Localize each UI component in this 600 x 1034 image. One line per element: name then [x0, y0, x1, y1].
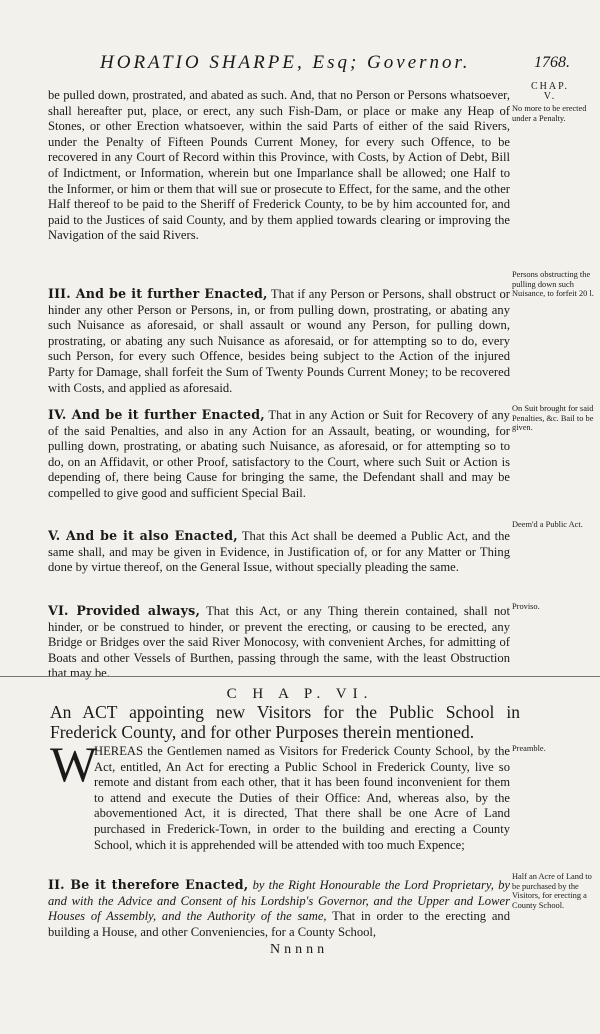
preamble-text: HEREAS the Gentlemen named as Visitors for Frederick County School, by the Act, entitled, An Act for erecting a Public School in Frederick County, live so remote and distant from each other, that it has been found inconvenient for them to attend and execute the Duties of their Office: And, whereas also, by the abovementioned Act, it is directed, That there shall be one Acre of Land purchased in Frederick-Town, in order to the building and erecting a County School, which it is apprehended will be attended with too much Expence; — [94, 744, 510, 852]
margin-note-proviso: Proviso. — [512, 602, 540, 611]
signature-mark: Nnnnn — [270, 942, 329, 957]
section-v-text: That this Act shall be deemed a Public Act, and the same shall, and may be given in Evidence, in Justification of, or for any Matter or Thing done by virtue thereof, on the General Issue, without specially pleading the same. — [48, 529, 510, 575]
chapter-divider — [0, 676, 600, 677]
margin-note-no-more: No more to be erected under a Penalty. — [512, 104, 587, 123]
section-vi — [48, 603, 510, 682]
section-iv-lead: IV. And be it further Enacted, — [48, 407, 265, 422]
section-iii-text: That if any Person or Persons, shall obstruct or hinder any other Person or Persons, in, or from pulling down, prostrating, or abating any such Nuisance as aforesaid, or shall assault or wound any Person, for pulling down, prostrating, or abating any such Nuisance as aforesaid, or for attempting so to do, every such Person, for every such Offence, besides being subject to the Action of the injured Party for Damage, shall forfeit the Sum of Twenty Pounds Current Money; to be recovered with Costs, and applied as aforesaid. — [48, 287, 510, 395]
section-iii-lead: III. And be it further Enacted, — [48, 286, 268, 301]
chapter-vi-title-text: An ACT appointing new Visitors for the Public School in Frederick County, and for other Purposes therein mentioned. — [50, 702, 520, 742]
margin-note-preamble: Preamble. — [512, 744, 546, 753]
header-year: 1768. — [534, 54, 570, 71]
chapter-vi-section-ii — [48, 877, 510, 940]
drop-cap: W — [50, 736, 98, 792]
header-title: HORATIO SHARPE, Esq; Governor. — [100, 52, 471, 73]
section-v-lead: V. And be it also Enacted, — [48, 528, 238, 543]
section-v — [48, 528, 510, 576]
chapter-vi-section-ii-text: That in order to the erecting and building a House, and other Conveniencies, for a County School, — [48, 909, 510, 939]
section-iv — [48, 407, 510, 502]
paragraph-1-text: be pulled down, prostrated, and abated as such. And, that no Person or Persons whatsoever, shall hereafter put, place, or erect, any such Fish-Dam, or place or make any Heap of Stones, or other Erection whatsoever, within the said Parts of either of the said Rivers, under the Penalty of Fifteen Pounds Current Money, for every such Offence, to be recovered in any Court of Record within this Province, with Costs, by Action of Debt, Bill of Indictment, or Information, wherein but one Imparlance shall be allowed; one Half to the Informer, or him or them that will sue or prosecute to Effect, for the same, and the other Half thereof to be paid to the Sheriff of Frederick County, to be by him accounted for, and paid to the Justices of said County, and by them applied towards clearing or improving the Navigation of the said Rivers. — [48, 88, 510, 243]
chapter-vi-heading: C H A P. VI. — [226, 686, 374, 702]
paragraph-1 — [48, 88, 510, 244]
margin-note-obstructing: Persons obstructing the pulling down such Nuisance, to forfeit 20 l. — [512, 270, 594, 299]
preamble — [94, 744, 510, 853]
section-iv-text: That in any Action or Suit for Recovery of any of the said Penalties, and also in any Action for an Assault, beating, or wounding, for pulling down, prostrating, or abating such Nuisance, as aforesaid, or for attempting so to do, on an Affidavit, or other Proof, satisfactory to the Court, where such Suit or Action is depending of, there being Cause for bringing the same, the Defendant shall and may be compelled to give good and sufficient Special Bail. — [48, 408, 510, 500]
section-iii — [48, 286, 510, 396]
chapter-vi-title — [50, 702, 520, 742]
running-header — [100, 52, 570, 74]
margin-chap-label: CHAP. V. — [530, 81, 570, 102]
section-vi-text: That this Act, or any Thing therein contained, shall not hinder, or be construed to hinder, or prevent the erecting, or causing to be erected, any Bridge or Bridges over the said River Monocosy, with convenient Arches, for admitting of Boats and other Vessels of Burthen, passing through the same, with the least Obstruction that may be. — [48, 604, 510, 681]
margin-note-half-acre: Half an Acre of Land to be purchased by the Visitors, for erecting a County School. — [512, 872, 592, 910]
section-vi-lead: VI. Provided always, — [48, 603, 201, 618]
margin-note-public-act: Deem'd a Public Act. — [512, 520, 583, 529]
chapter-vi-section-ii-enacting: by the Right Honourable the Lord Proprietary, by and with the Advice and Consent of his Lordship's Governor, and the Upper and Lower Houses of Assembly, and the Authority of the same, — [48, 878, 510, 924]
margin-note-suit: On Suit brought for said Penalties, &c. Bail to be given. — [512, 404, 594, 433]
chapter-vi-section-ii-lead: II. Be it therefore Enacted, — [48, 877, 249, 892]
